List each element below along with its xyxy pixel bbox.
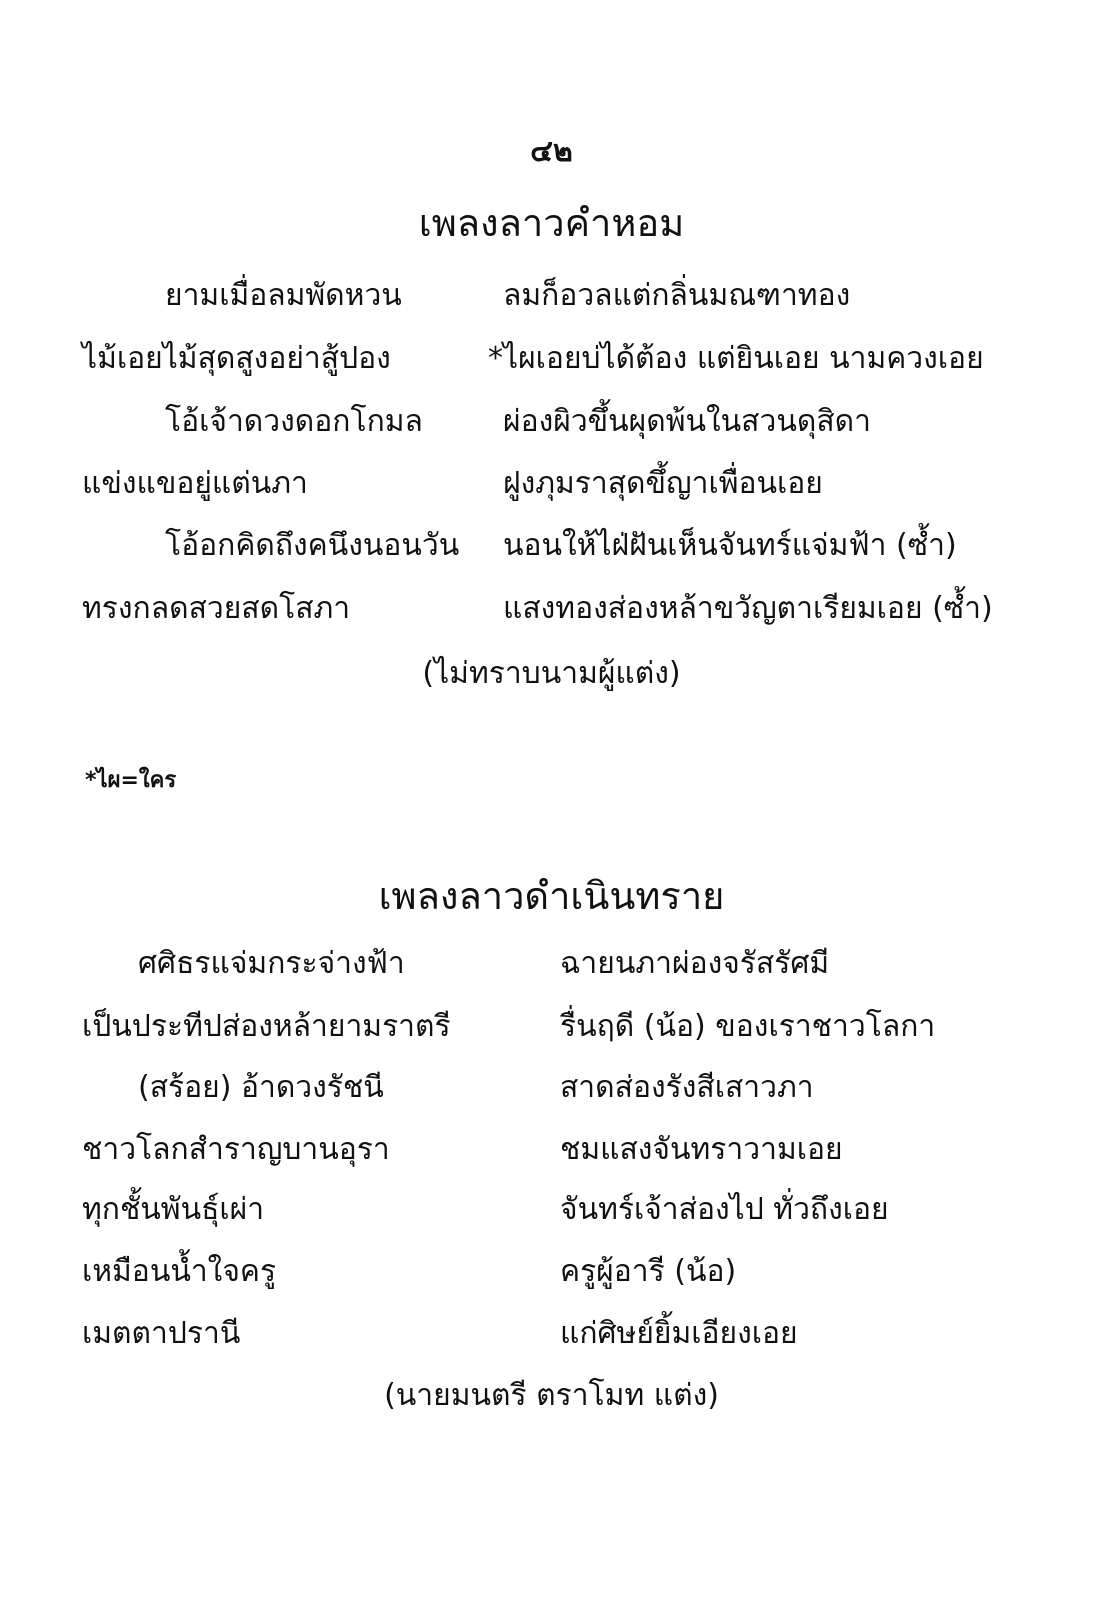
verse-right: ลมก็อวลแต่กลิ่นมณฑาทอง xyxy=(503,278,851,313)
verse-left: เมตตาปรานี xyxy=(82,1316,241,1351)
page-number: ๔๒ xyxy=(530,134,573,169)
verse-right: รื่นฤดี (น้อ) ของเราชาวโลกา xyxy=(560,1009,936,1044)
author-credit: (ไม่ทราบนามผู้แต่ง) xyxy=(422,656,681,691)
footnote: *ไผ=ใคร xyxy=(85,768,177,793)
verse-left: ศศิธรแจ่มกระจ่างฟ้า xyxy=(138,946,405,981)
song-title: เพลงลาวคำหอม xyxy=(418,201,685,245)
verse-right: ฝูงภุมราสุดขึ้ญาเพื่อนเอย xyxy=(503,466,823,501)
verse-left: ชาวโลกสำราญบานอุรา xyxy=(82,1132,390,1167)
verse-left: โอ้เจ้าดวงดอกโกมล xyxy=(165,404,423,439)
verse-left: (สร้อย) อ้าดวงรัชนี xyxy=(138,1070,384,1105)
verse-right: ชมแสงจันทราวามเอย xyxy=(560,1132,843,1167)
verse-left: ทุกชั้นพันธุ์เผ่า xyxy=(82,1192,265,1227)
verse-right: ครูผู้อารี (น้อ) xyxy=(560,1254,737,1289)
author-credit: (นายมนตรี ตราโมท แต่ง) xyxy=(384,1378,719,1413)
verse-right: แสงทองส่องหล้าขวัญตาเรียมเอย (ซ้ำ) xyxy=(503,591,993,626)
verse-left: ทรงกลดสวยสดโสภา xyxy=(82,591,351,626)
verse-right: *ไผเอยบ่ได้ต้อง แต่ยินเอย นามควงเอย xyxy=(488,341,984,376)
verse-right: แก่ศิษย์ยิ้มเอียงเอย xyxy=(560,1316,798,1351)
verse-right: นอนให้ไฝ่ฝันเห็นจันทร์แจ่มฟ้า (ซ้ำ) xyxy=(503,528,957,563)
verse-right: ฉายนภาผ่องจรัสรัศมี xyxy=(560,946,830,981)
verse-left: ไม้เอยไม้สุดสูงอย่าสู้ปอง xyxy=(82,341,391,376)
verse-left: โอ้อกคิดถึงคนึงนอนวัน xyxy=(165,528,460,563)
verse-left: ยามเมื่อลมพัดหวน xyxy=(165,278,402,313)
verse-right: สาดส่องรังสีเสาวภา xyxy=(560,1070,814,1105)
song-title: เพลงลาวดำเนินทราย xyxy=(378,874,725,918)
verse-left: แข่งแขอยู่แต่นภา xyxy=(82,466,308,501)
verse-right: ผ่องผิวขึ้นผุดพ้นในสวนดุสิดา xyxy=(503,404,871,439)
verse-left: เป็นประทีปส่องหล้ายามราตรี xyxy=(82,1009,451,1044)
verse-left: เหมือนน้ำใจครู xyxy=(82,1254,277,1289)
verse-right: จันทร์เจ้าส่องไป ทั่วถึงเอย xyxy=(560,1192,889,1227)
